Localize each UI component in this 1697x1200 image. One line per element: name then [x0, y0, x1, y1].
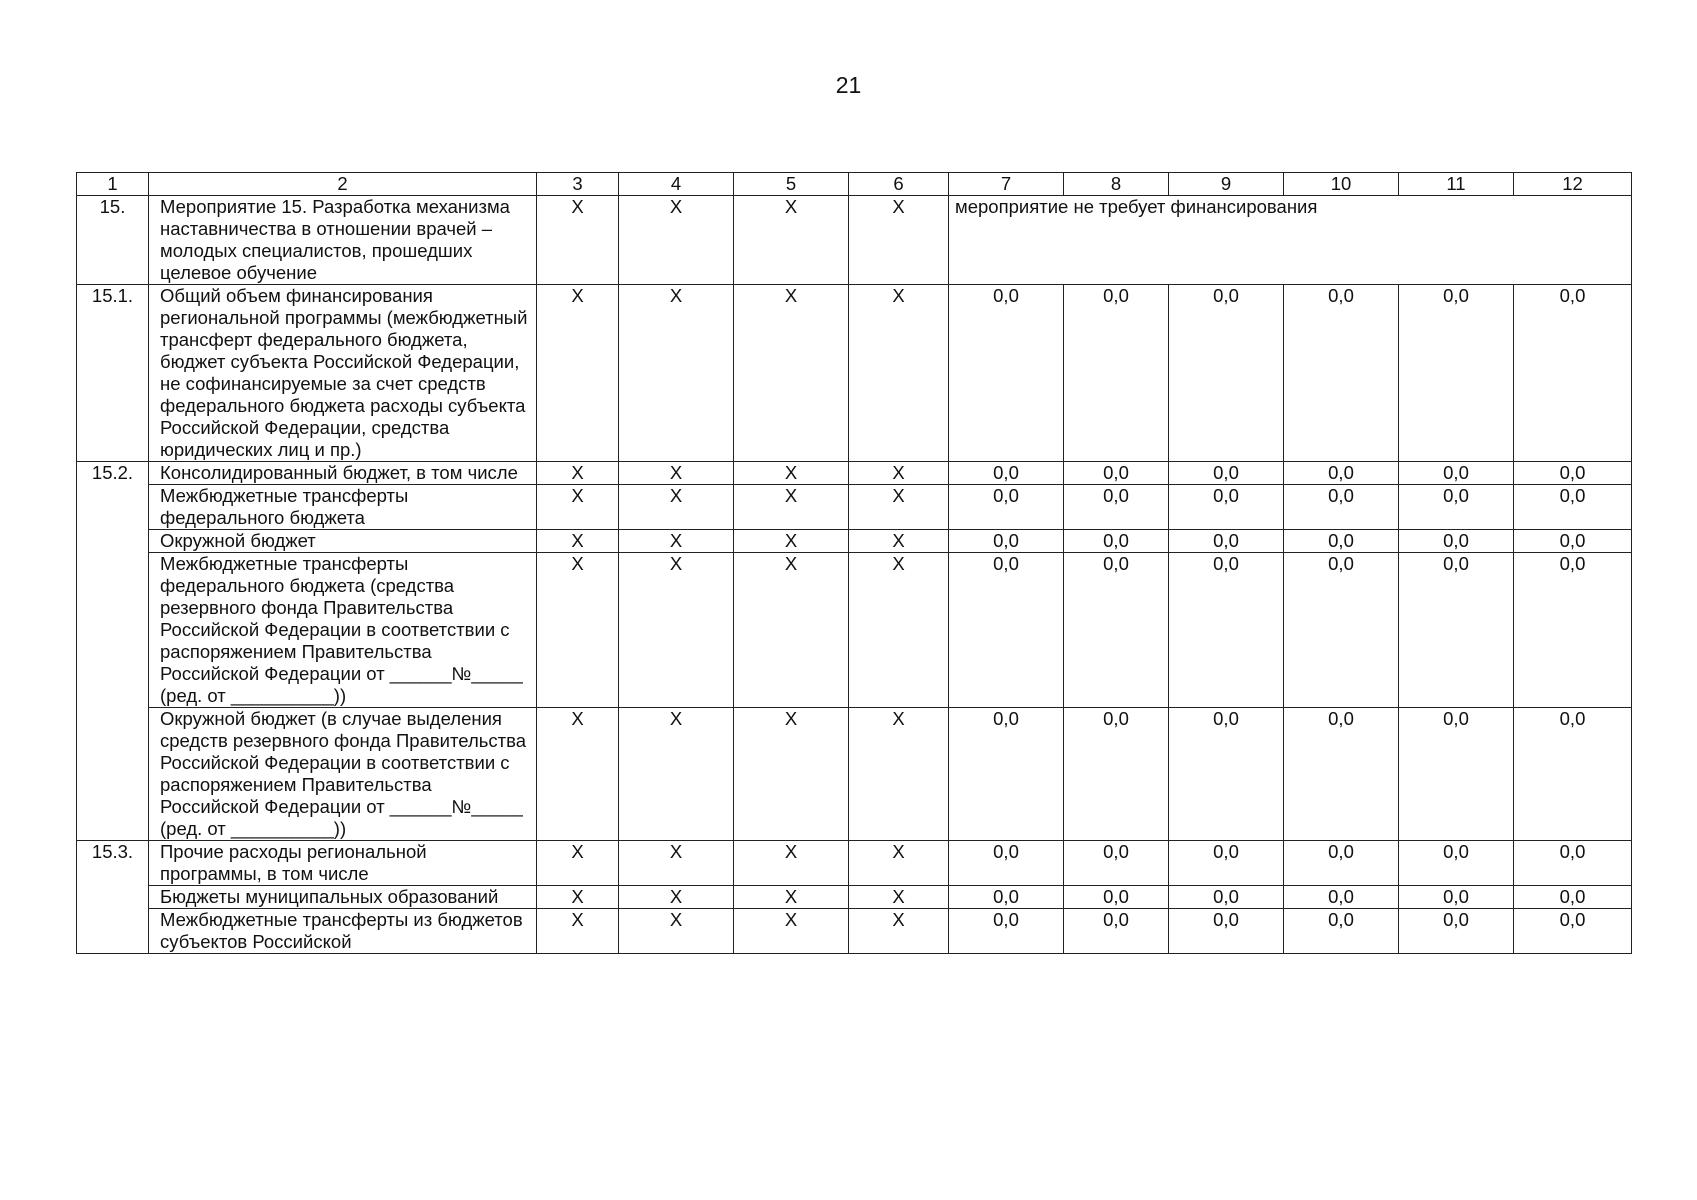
x-cell: Х: [849, 462, 949, 485]
x-cell: Х: [734, 462, 849, 485]
x-cell: Х: [619, 841, 734, 886]
value-cell: 0,0: [1064, 485, 1169, 530]
x-cell: Х: [619, 553, 734, 708]
value-cell: 0,0: [1169, 886, 1284, 909]
x-cell: Х: [849, 530, 949, 553]
value-cell: 0,0: [1399, 841, 1514, 886]
row-description: Мероприятие 15. Разработка механизма наставничества в отношении врачей – молодых специалистов, прошедших целевое обучение: [149, 196, 537, 285]
table-row: [77, 285, 1632, 462]
header-cell: 2: [149, 173, 537, 196]
value-cell: 0,0: [1064, 462, 1169, 485]
value-cell: 0,0: [1514, 530, 1632, 553]
value-cell: 0,0: [1064, 530, 1169, 553]
value-cell: 0,0: [1064, 285, 1169, 462]
row-number: 15.1.: [77, 285, 149, 462]
value-cell: 0,0: [1514, 708, 1632, 841]
x-cell: Х: [849, 196, 949, 285]
header-cell: 8: [1064, 173, 1169, 196]
value-cell: 0,0: [949, 909, 1064, 954]
row-number: 15.3.: [77, 841, 149, 954]
table-row: [77, 841, 1632, 886]
no-financing-note: мероприятие не требует финансирования: [949, 196, 1632, 285]
value-cell: 0,0: [1284, 909, 1399, 954]
header-cell: 12: [1514, 173, 1632, 196]
header-cell: 10: [1284, 173, 1399, 196]
table-row: [77, 485, 1632, 530]
x-cell: Х: [734, 485, 849, 530]
financing-table: [76, 172, 1632, 954]
x-cell: Х: [537, 285, 619, 462]
x-cell: Х: [537, 909, 619, 954]
header-cell: 7: [949, 173, 1064, 196]
x-cell: Х: [734, 841, 849, 886]
value-cell: 0,0: [949, 708, 1064, 841]
value-cell: 0,0: [1399, 530, 1514, 553]
x-cell: Х: [537, 196, 619, 285]
header-cell: 4: [619, 173, 734, 196]
x-cell: Х: [849, 909, 949, 954]
value-cell: 0,0: [1514, 462, 1632, 485]
table-row: [77, 886, 1632, 909]
row-description: Прочие расходы региональной программы, в том числе: [149, 841, 537, 886]
x-cell: Х: [849, 553, 949, 708]
row-number: 15.: [77, 196, 149, 285]
value-cell: 0,0: [1169, 485, 1284, 530]
x-cell: Х: [537, 530, 619, 553]
x-cell: Х: [849, 841, 949, 886]
value-cell: 0,0: [1514, 886, 1632, 909]
row-description: Межбюджетные трансферты федерального бюджета: [149, 485, 537, 530]
header-row: [77, 173, 1632, 196]
x-cell: Х: [619, 285, 734, 462]
table-row: [77, 909, 1632, 954]
row-description: Бюджеты муниципальных образований: [149, 886, 537, 909]
value-cell: 0,0: [949, 530, 1064, 553]
value-cell: 0,0: [1169, 285, 1284, 462]
x-cell: Х: [537, 462, 619, 485]
value-cell: 0,0: [1064, 909, 1169, 954]
value-cell: 0,0: [1169, 462, 1284, 485]
table-row: [77, 462, 1632, 485]
x-cell: Х: [619, 530, 734, 553]
x-cell: Х: [619, 485, 734, 530]
x-cell: Х: [537, 485, 619, 530]
x-cell: Х: [537, 886, 619, 909]
table-body: [77, 196, 1632, 954]
value-cell: 0,0: [1399, 886, 1514, 909]
row-description: Окружной бюджет (в случае выделения средств резервного фонда Правительства Российской Федерации в соответствии с распоряжением Правительства Российской Федерации от ______№_____ (ред. от __________)): [149, 708, 537, 841]
value-cell: 0,0: [1169, 553, 1284, 708]
x-cell: Х: [734, 886, 849, 909]
x-cell: Х: [537, 708, 619, 841]
x-cell: Х: [849, 708, 949, 841]
table-row: [77, 553, 1632, 708]
value-cell: 0,0: [1169, 708, 1284, 841]
page-number: 21: [835, 72, 862, 98]
table-header: [77, 173, 1632, 196]
row-description: Консолидированный бюджет, в том числе: [149, 462, 537, 485]
value-cell: 0,0: [1514, 285, 1632, 462]
value-cell: 0,0: [1064, 841, 1169, 886]
value-cell: 0,0: [949, 553, 1064, 708]
value-cell: 0,0: [1399, 553, 1514, 708]
x-cell: Х: [734, 196, 849, 285]
row-number: 15.2.: [77, 462, 149, 841]
value-cell: 0,0: [1284, 841, 1399, 886]
value-cell: 0,0: [1514, 485, 1632, 530]
value-cell: 0,0: [1284, 285, 1399, 462]
x-cell: Х: [849, 485, 949, 530]
value-cell: 0,0: [1169, 909, 1284, 954]
x-cell: Х: [734, 909, 849, 954]
row-description: Общий объем финансирования региональной программы (межбюджетный трансферт федерального бюджета, бюджет субъекта Российской Федерации, не софинансируемые за счет средств федерального бюджета расходы субъекта Российской Федерации, средства юридических лиц и пр.): [149, 285, 537, 462]
value-cell: 0,0: [949, 462, 1064, 485]
x-cell: Х: [734, 285, 849, 462]
value-cell: 0,0: [949, 841, 1064, 886]
x-cell: Х: [619, 909, 734, 954]
x-cell: Х: [734, 553, 849, 708]
value-cell: 0,0: [1284, 485, 1399, 530]
value-cell: 0,0: [1284, 530, 1399, 553]
header-cell: 11: [1399, 173, 1514, 196]
row-description: Межбюджетные трансферты федерального бюджета (средства резервного фонда Правительства Российской Федерации в соответствии с распоряжением Правительства Российской Федерации от ______№_____ (ред. от __________)): [149, 553, 537, 708]
x-cell: Х: [619, 462, 734, 485]
x-cell: Х: [849, 285, 949, 462]
value-cell: 0,0: [1399, 909, 1514, 954]
value-cell: 0,0: [1064, 553, 1169, 708]
value-cell: 0,0: [1514, 909, 1632, 954]
x-cell: Х: [734, 708, 849, 841]
x-cell: Х: [619, 708, 734, 841]
value-cell: 0,0: [1514, 841, 1632, 886]
value-cell: 0,0: [1399, 708, 1514, 841]
table-row: [77, 530, 1632, 553]
value-cell: 0,0: [1064, 708, 1169, 841]
value-cell: 0,0: [949, 285, 1064, 462]
x-cell: Х: [849, 886, 949, 909]
value-cell: 0,0: [1169, 841, 1284, 886]
header-cell: 5: [734, 173, 849, 196]
value-cell: 0,0: [1284, 462, 1399, 485]
table-row: [77, 708, 1632, 841]
value-cell: 0,0: [949, 886, 1064, 909]
value-cell: 0,0: [1399, 285, 1514, 462]
header-cell: 3: [537, 173, 619, 196]
financing-table-container: [76, 172, 1632, 954]
header-cell: 6: [849, 173, 949, 196]
x-cell: Х: [537, 553, 619, 708]
value-cell: 0,0: [949, 485, 1064, 530]
x-cell: Х: [734, 530, 849, 553]
value-cell: 0,0: [1064, 886, 1169, 909]
value-cell: 0,0: [1284, 886, 1399, 909]
header-cell: 9: [1169, 173, 1284, 196]
row-description: Межбюджетные трансферты из бюджетов субъектов Российской: [149, 909, 537, 954]
value-cell: 0,0: [1284, 708, 1399, 841]
x-cell: Х: [619, 196, 734, 285]
value-cell: 0,0: [1514, 553, 1632, 708]
header-cell: 1: [77, 173, 149, 196]
x-cell: Х: [537, 841, 619, 886]
value-cell: 0,0: [1399, 462, 1514, 485]
value-cell: 0,0: [1399, 485, 1514, 530]
row-description: Окружной бюджет: [149, 530, 537, 553]
table-row: [77, 196, 1632, 285]
value-cell: 0,0: [1169, 530, 1284, 553]
x-cell: Х: [619, 886, 734, 909]
value-cell: 0,0: [1284, 553, 1399, 708]
